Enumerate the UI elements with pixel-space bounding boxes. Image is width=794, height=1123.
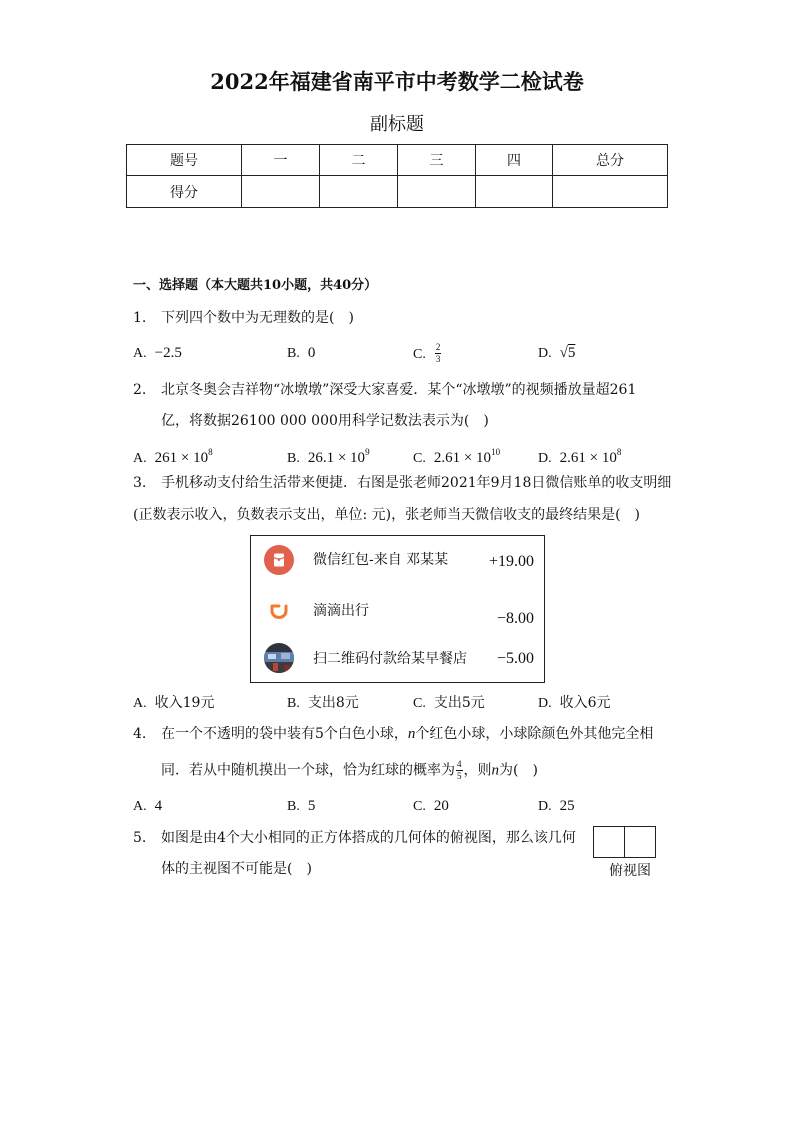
option-label: A. — [133, 696, 147, 711]
option-label: C. — [413, 346, 426, 362]
score-cell — [476, 176, 553, 208]
option-b — [287, 796, 315, 816]
fraction — [435, 343, 442, 364]
option-a — [133, 693, 214, 713]
option-c — [413, 693, 485, 713]
top-view-square-right — [624, 826, 656, 858]
option-base: 26.1 × 10 — [307, 450, 366, 466]
stem-text: 个红色小球，小球除颜色外其他完全相 — [415, 726, 654, 742]
option-label: D. — [538, 696, 552, 711]
option-b — [287, 693, 359, 713]
option-value: 5 — [307, 798, 316, 814]
question-number: 1. — [133, 310, 147, 326]
option-label: C. — [413, 799, 426, 814]
option-label: B. — [287, 696, 300, 711]
option-label: B. — [287, 451, 300, 466]
stem-text: 同．若从中随机摸出一个球，恰为红球的概率为 — [161, 762, 455, 779]
option-label: B. — [287, 346, 300, 361]
question-number: 3. — [133, 475, 147, 491]
question-number: 4. — [133, 726, 147, 742]
variable-n: n — [491, 762, 499, 779]
option-label: C. — [413, 451, 426, 466]
variable-n: n — [407, 726, 416, 742]
score-table — [126, 144, 668, 208]
score-cell — [242, 176, 320, 208]
question-stem-line: 如图是由4个大小相同的正方体搭成的几何体的俯视图，那么该几何 — [161, 830, 576, 846]
question-stem-line: 手机移动支付给生活带来便捷．右图是张老师2021年9月18日微信账单的收支明细 — [161, 475, 672, 491]
didi-icon — [264, 596, 294, 626]
fraction-numerator: 2 — [435, 342, 441, 352]
radical-sign: √ — [559, 345, 568, 361]
page-title: 2022年福建省南平市中考数学二检试卷 — [210, 69, 584, 94]
score-cell — [320, 176, 398, 208]
score-table-header-cell: 一 — [242, 145, 320, 176]
option-value: 支出8元 — [307, 695, 359, 711]
option-b — [287, 442, 370, 466]
option-a — [133, 343, 182, 363]
option-d — [538, 693, 611, 713]
score-table-header-row — [127, 145, 668, 176]
avatar-photo — [264, 643, 294, 673]
fraction-numerator: 4 — [457, 759, 462, 769]
top-view-square-left — [593, 826, 625, 858]
question-stem: 下列四个数中为无理数的是( ) — [161, 310, 354, 326]
question-stem-line: (正数表示收入，负数表示支出，单位: 元)，张老师当天微信收支的最终结果是( ) — [133, 507, 641, 523]
bill-item-amount: −5.00 — [496, 650, 534, 667]
score-table-header-cell: 三 — [398, 145, 476, 176]
option-value: 收入6元 — [559, 695, 611, 711]
score-table-header-cell: 总分 — [553, 145, 668, 176]
wechat-bill-box — [250, 535, 545, 683]
stem-text: ，则 — [463, 762, 492, 779]
radicand: 5 — [567, 345, 576, 361]
option-exponent: 8 — [208, 447, 213, 457]
option-label: A. — [133, 346, 147, 361]
question-number: 2. — [133, 382, 147, 398]
bill-item-title: 滴滴出行 — [313, 603, 369, 619]
score-cell — [398, 176, 476, 208]
fraction-denominator: 3 — [435, 354, 441, 364]
score-row-label: 得分 — [127, 176, 242, 208]
red-envelope-icon — [264, 545, 294, 575]
option-label: D. — [538, 451, 552, 466]
question-stem-line: 亿，将数据26100 000 000用科学记数法表示为( ) — [161, 413, 489, 429]
bill-item-title: 扫二维码付款给某早餐店 — [313, 651, 467, 667]
option-value: 0 — [307, 345, 316, 361]
option-label: B. — [287, 799, 300, 814]
score-table-score-row — [127, 176, 668, 208]
option-base: 2.61 × 10 — [559, 450, 617, 466]
option-b — [287, 343, 315, 363]
option-base: 2.61 × 10 — [433, 450, 492, 466]
option-c — [413, 442, 501, 466]
option-label: D. — [538, 799, 552, 814]
option-exponent: 9 — [365, 447, 370, 457]
question-stem-line: 体的主视图不可能是( ) — [161, 861, 312, 877]
option-d — [538, 442, 622, 466]
bill-item-amount: −8.00 — [496, 610, 534, 627]
option-label: A. — [133, 451, 147, 466]
stem-text: 在一个不透明的袋中装有5个白色小球， — [161, 726, 408, 742]
option-a — [133, 796, 162, 816]
option-label: D. — [538, 346, 552, 361]
option-value: 4 — [154, 798, 163, 814]
option-a — [133, 442, 213, 466]
option-d — [538, 796, 575, 816]
score-cell — [553, 176, 668, 208]
score-table-header-cell: 题号 — [127, 145, 242, 176]
fraction-denominator: 5 — [457, 771, 462, 781]
option-value: 支出5元 — [433, 695, 485, 711]
bill-item-title: 微信红包-来自 邓某某 — [313, 552, 449, 568]
top-view-caption: 俯视图 — [609, 863, 651, 879]
question-stem-line: 北京冬奥会吉祥物“冰墩墩”深受大家喜爱．某个“冰墩墩”的视频播放量超261 — [161, 382, 637, 398]
option-exponent: 10 — [491, 447, 501, 457]
option-c — [413, 343, 442, 363]
option-c — [413, 796, 449, 816]
question-stem-line — [161, 724, 653, 744]
score-table-header-cell: 二 — [320, 145, 398, 176]
option-exponent: 8 — [616, 447, 622, 457]
fraction — [456, 760, 463, 781]
score-table-header-cell: 四 — [476, 145, 553, 176]
page-subtitle: 副标题 — [370, 114, 424, 135]
option-value: −2.5 — [154, 345, 182, 361]
question-number: 5. — [133, 830, 147, 846]
stem-text: 为( ) — [499, 762, 538, 779]
option-label: C. — [413, 696, 426, 711]
section-heading: 一、选择题（本大题共10小题，共40分） — [133, 278, 378, 293]
option-label: A. — [133, 799, 147, 814]
option-value: 25 — [559, 798, 575, 814]
option-base: 261 × 10 — [154, 450, 209, 466]
question-stem-line — [161, 760, 538, 780]
option-d — [538, 343, 575, 363]
option-value: 收入19元 — [154, 695, 215, 711]
option-value: 20 — [433, 798, 449, 814]
bill-item-amount: +19.00 — [488, 553, 534, 570]
